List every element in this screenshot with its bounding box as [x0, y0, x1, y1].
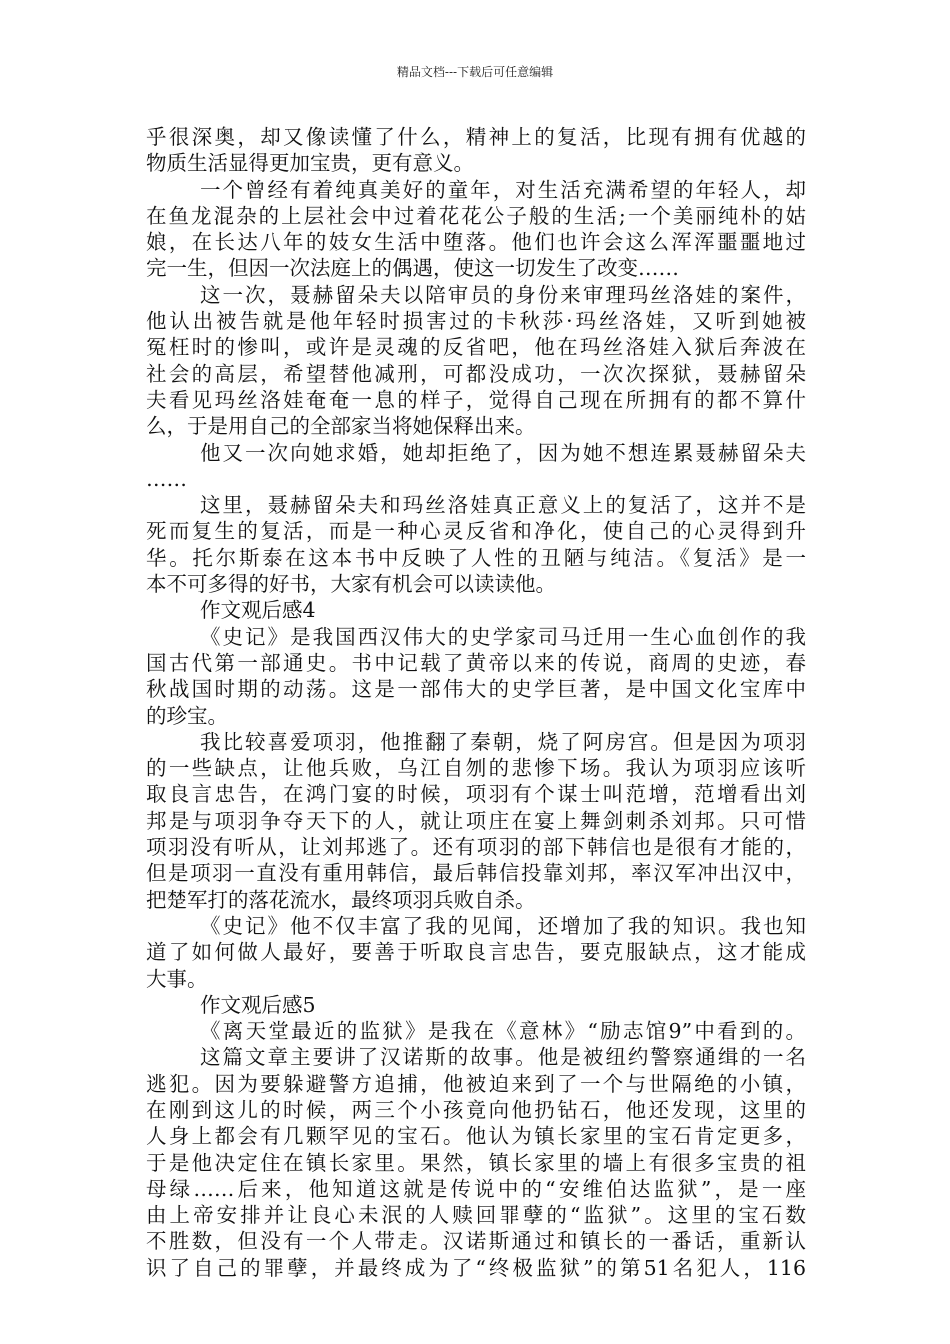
document-body — [146, 124, 806, 1281]
text-line: 道了如何做人最好，要善于听取良言忠告，要克服缺点，这才能成 — [146, 940, 806, 965]
text-line: 不胜数，但没有一个人带走。汉诺斯通过和镇长的一番话，重新认 — [146, 1229, 806, 1254]
text-line: 《史记》他不仅丰富了我的见闻，还增加了我的知识。我也知 — [200, 913, 806, 938]
text-line: 我比较喜爱项羽，他推翻了秦朝，烧了阿房宫。但是因为项羽 — [200, 729, 806, 754]
text-line: 本不可多得的好书，大家有机会可以读读他。 — [146, 572, 556, 597]
text-line: 邦是与项羽争夺天下的人，就让项庄在宴上舞剑刺杀刘邦。只可惜 — [146, 808, 806, 833]
text-line: 乎很深奥，却又像读懂了什么，精神上的复活，比现有拥有优越的 — [146, 125, 806, 149]
text-line: 完一生，但因一次法庭上的偶遇，使这一切发生了改变…… — [146, 256, 679, 281]
text-line: 这篇文章主要讲了汉诺斯的故事。他是被纽约警察通缉的一名 — [200, 1045, 806, 1070]
text-line: 国古代第一部通史。书中记载了黄帝以来的传说，商周的史迹，春 — [146, 650, 806, 675]
text-line: 人身上都会有几颗罕见的宝石。他认为镇长家里的宝石肯定更多， — [146, 1124, 806, 1149]
text-line: 大事。 — [146, 966, 208, 991]
text-line: 的珍宝。 — [146, 703, 228, 728]
text-line: 逃犯。因为要躲避警方追捕，他被迫来到了一个与世隔绝的小镇， — [146, 1071, 806, 1096]
text-line: 这一次，聂赫留朵夫以陪审员的身份来审理玛丝洛娃的案件， — [200, 282, 806, 307]
text-line: 于是他决定住在镇长家里。果然，镇长家里的墙上有很多宝贵的祖 — [146, 1150, 806, 1175]
text-line: 在刚到这儿的时候，两三个小孩竟向他扔钻石，他还发现，这里的 — [146, 1097, 806, 1122]
text-line: 这里，聂赫留朵夫和玛丝洛娃真正意义上的复活了，这并不是 — [200, 493, 806, 518]
text-line: 么，于是用自己的全部家当将她保释出来。 — [146, 414, 536, 439]
page-header: 精品文档---下载后可任意编辑 — [396, 65, 554, 79]
text-line: 社会的高层，希望替他减刑，可都没成功，一次次探狱，聂赫留朵 — [146, 361, 806, 386]
text-line: 他认出被告就是他年轻时损害过的卡秋莎·玛丝洛娃，又听到她被 — [146, 309, 806, 334]
text-line: 取良言忠告，在鸿门宴的时候，项羽有个谋士叫范增，范增看出刘 — [146, 782, 806, 807]
text-line: 夫看见玛丝洛娃奄奄一息的样子，觉得自己现在所拥有的都不算什 — [146, 387, 806, 412]
text-line: 《史记》是我国西汉伟大的史学家司马迁用一生心血创作的我 — [200, 624, 806, 649]
text-line: 但是项羽一直没有重用韩信，最后韩信投靠刘邦，率汉军冲出汉中， — [146, 861, 806, 886]
text-line: 物质生活显得更加宝贵，更有意义。 — [146, 151, 474, 176]
text-line: 一个曾经有着纯真美好的童年，对生活充满希望的年轻人，却 — [200, 177, 806, 202]
text-line: 在鱼龙混杂的上层社会中过着花花公子般的生活;一个美丽纯朴的姑 — [146, 203, 806, 228]
text-line: 把楚军打的落花流水，最终项羽兵败自杀。 — [146, 887, 536, 912]
text-line: 死而复生的复活，而是一种心灵反省和净化，使自己的心灵得到升 — [146, 519, 806, 544]
text-line: 他又一次向她求婚，她却拒绝了，因为她不想连累聂赫留朵夫 — [200, 440, 806, 465]
text-line: 秋战国时期的动荡。这是一部伟大的史学巨著，是中国文化宝库中 — [146, 677, 806, 702]
text-line: 由上帝安排并让良心未泯的人赎回罪孽的“监狱”。这里的宝石数 — [146, 1203, 806, 1228]
text-line: 项羽没有听从，让刘邦逃了。还有项羽的部下韩信也是很有才能的， — [146, 835, 806, 860]
text-line: …… — [146, 466, 187, 491]
text-line: 母绿……后来，他知道这就是传说中的“安维伯达监狱”，是一座 — [146, 1176, 806, 1201]
text-line: 娘，在长达八年的妓女生活中堕落。他们也许会这么浑浑噩噩地过 — [146, 230, 806, 255]
text-line: 识了自己的罪孽，并最终成为了“终极监狱”的第51名犯人，116 — [146, 1255, 806, 1280]
text-line: 冤枉时的惨叫，或许是灵魂的反省吧，他在玛丝洛娃入狱后奔波在 — [146, 335, 806, 360]
text-line: 作文观后感4 — [200, 598, 316, 623]
text-line: 的一些缺点，让他兵败，乌江自刎的悲惨下场。我认为项羽应该听 — [146, 756, 806, 781]
text-line: 《离天堂最近的监狱》是我在《意林》“励志馆9”中看到的。 — [200, 1019, 806, 1044]
text-line: 作文观后感5 — [200, 992, 316, 1017]
text-line: 华。托尔斯泰在这本书中反映了人性的丑陋与纯洁。《复活》是一 — [146, 545, 806, 570]
